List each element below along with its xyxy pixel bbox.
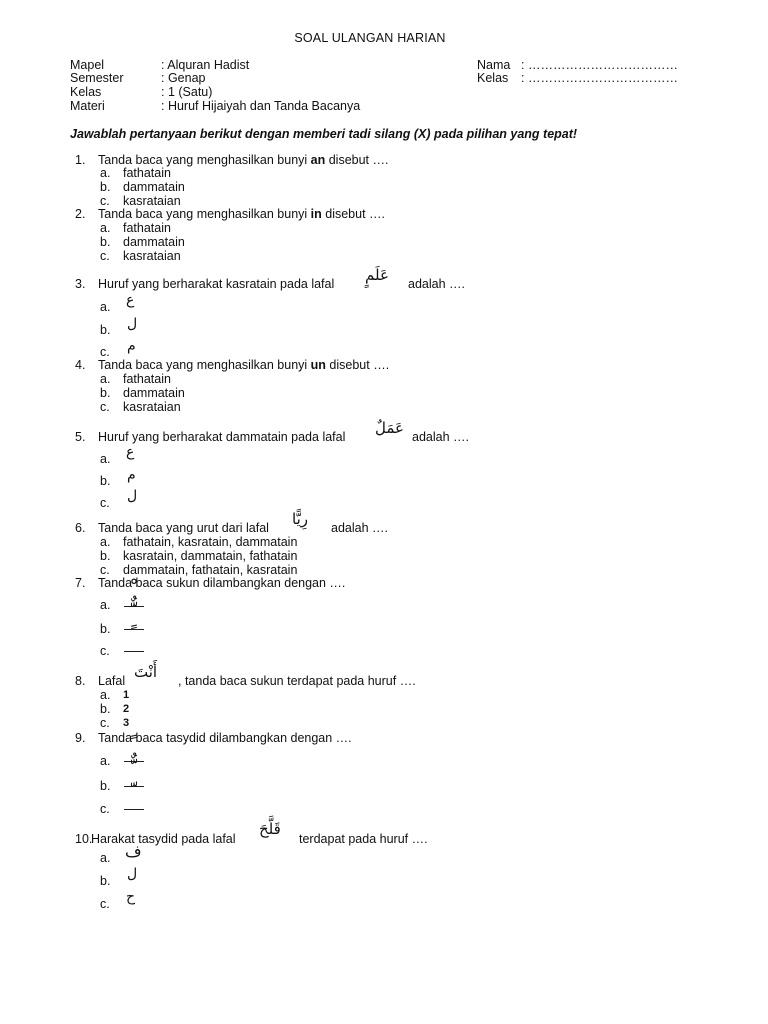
header-label: Kelas	[477, 71, 509, 85]
question-text-end: , tanda baca sukun terdapat pada huruf ….	[178, 674, 416, 688]
header-label: Materi	[70, 99, 105, 113]
option-text: 3	[123, 717, 130, 729]
option-letter: b.	[100, 549, 111, 563]
option-text: dammatain	[123, 180, 185, 194]
option-letter: a.	[100, 166, 111, 180]
question-number: 7.	[75, 576, 86, 590]
option-text: kasratain, dammatain, fathatain	[123, 549, 298, 563]
harakat-tasydid-mark	[124, 795, 144, 810]
option-arabic-letter: ل	[127, 316, 138, 332]
harakat-fathatain-mark	[124, 747, 144, 762]
question-text: Huruf yang berharakat dammatain pada lafal	[98, 430, 346, 444]
option-text: kasrataian	[123, 194, 181, 208]
question-number: 4.	[75, 358, 86, 372]
option-text: dammatain, fathatain, kasratain	[123, 563, 298, 577]
option-letter: b.	[100, 622, 111, 636]
option-arabic-letter: م	[127, 467, 136, 483]
header-value: : Huruf Hijaiyah dan Tanda Bacanya	[161, 99, 361, 113]
option-letter: c.	[100, 897, 110, 911]
question-number: 10.	[75, 832, 93, 846]
option-arabic-letter: ع	[126, 292, 135, 308]
question-number: 9.	[75, 731, 86, 745]
option-text: kasrataian	[123, 400, 181, 414]
harakat-fathatain-mark	[124, 637, 144, 652]
header-label: Nama	[477, 58, 511, 72]
option-text: fathatain	[123, 221, 171, 235]
arabic-word: أَنْتَ	[134, 663, 158, 681]
option-letter: a.	[100, 754, 111, 768]
name-field-blank: : ………………………………	[521, 58, 678, 72]
question-number: 1.	[75, 153, 86, 167]
option-letter: c.	[100, 802, 110, 816]
option-text: dammatain	[123, 386, 185, 400]
option-text: dammatain	[123, 235, 185, 249]
header-value: : Genap	[161, 71, 206, 85]
option-letter: a.	[100, 851, 111, 865]
option-letter: b.	[100, 180, 111, 194]
question-text: Tanda baca yang menghasilkan bunyi in disebut ….	[98, 207, 385, 221]
question-number: 5.	[75, 430, 86, 444]
option-letter: a.	[100, 221, 111, 235]
question-text-end: adalah ….	[408, 277, 465, 291]
option-letter: b.	[100, 874, 111, 888]
question-number: 3.	[75, 277, 86, 291]
question-number: 8.	[75, 674, 86, 688]
question-text-end: terdapat pada huruf ….	[299, 832, 428, 846]
option-arabic-letter: ف	[125, 842, 142, 861]
option-letter: a.	[100, 535, 111, 549]
option-letter: c.	[100, 563, 110, 577]
question-text: Huruf yang berharakat kasratain pada lafal	[98, 277, 335, 291]
option-text: fathatain, kasratain, dammatain	[123, 535, 298, 549]
question-text: Tanda baca yang menghasilkan bunyi an disebut ….	[98, 153, 389, 167]
option-arabic-letter: م	[127, 338, 136, 354]
option-text: fathatain	[123, 166, 171, 180]
question-text: Tanda baca yang urut dari lafal	[98, 521, 269, 535]
header-value: : 1 (Satu)	[161, 85, 213, 99]
option-letter: b.	[100, 323, 111, 337]
header-label: Mapel	[70, 58, 105, 72]
option-letter: b.	[100, 702, 111, 716]
option-letter: c.	[100, 400, 110, 414]
option-text: 1	[123, 689, 130, 701]
page-title: SOAL ULANGAN HARIAN	[294, 31, 446, 45]
option-letter: a.	[100, 598, 111, 612]
question-text: Harakat tasydid pada lafal	[91, 832, 236, 846]
option-text: kasrataian	[123, 249, 181, 263]
option-letter: c.	[100, 345, 110, 359]
option-arabic-letter: ح	[126, 889, 136, 905]
question-text-end: adalah ….	[412, 430, 469, 444]
class-field-blank: : ………………………………	[521, 71, 678, 85]
option-letter: c.	[100, 496, 110, 510]
option-letter: b.	[100, 386, 111, 400]
option-text: fathatain	[123, 372, 171, 386]
harakat-sukun-mark	[124, 592, 144, 607]
arabic-word: قَلَّحَ	[259, 820, 281, 838]
option-letter: a.	[100, 372, 111, 386]
option-text: 2	[123, 703, 130, 715]
harakat-tasydid-dammatain-mark	[124, 615, 144, 630]
option-letter: b.	[100, 779, 111, 793]
question-number: 2.	[75, 207, 86, 221]
option-letter: c.	[100, 249, 110, 263]
option-arabic-letter: ل	[127, 488, 138, 504]
option-letter: b.	[100, 474, 111, 488]
question-text: Tanda baca tasydid dilambangkan dengan ….	[98, 731, 352, 745]
option-letter: c.	[100, 644, 110, 658]
option-letter: a.	[100, 452, 111, 466]
option-letter: c.	[100, 716, 110, 730]
option-letter: a.	[100, 300, 111, 314]
option-arabic-letter: ل	[127, 866, 138, 882]
option-letter: c.	[100, 194, 110, 208]
header-value: : Alquran Hadist	[161, 58, 250, 72]
option-letter: b.	[100, 235, 111, 249]
harakat-tasydid-dammatain-mark	[124, 772, 144, 787]
question-text: Tanda baca yang menghasilkan bunyi un disebut ….	[98, 358, 390, 372]
option-letter: a.	[100, 688, 111, 702]
question-text: Lafal	[98, 674, 126, 688]
instruction: Jawablah pertanyaan berikut dengan memberi tadi silang (X) pada pilihan yang tepat!	[70, 127, 578, 141]
question-text: Tanda baca sukun dilambangkan dengan ….	[98, 576, 346, 590]
header-label: Kelas	[70, 85, 102, 99]
arabic-word: رِيًّا	[292, 510, 308, 528]
question-number: 6.	[75, 521, 86, 535]
arabic-word: عَلَمٍ	[365, 266, 389, 284]
option-arabic-letter: ع	[126, 444, 135, 460]
arabic-word: عَمَلٌ	[375, 419, 404, 437]
question-text-end: adalah ….	[331, 521, 388, 535]
header-label: Semester	[70, 71, 124, 85]
